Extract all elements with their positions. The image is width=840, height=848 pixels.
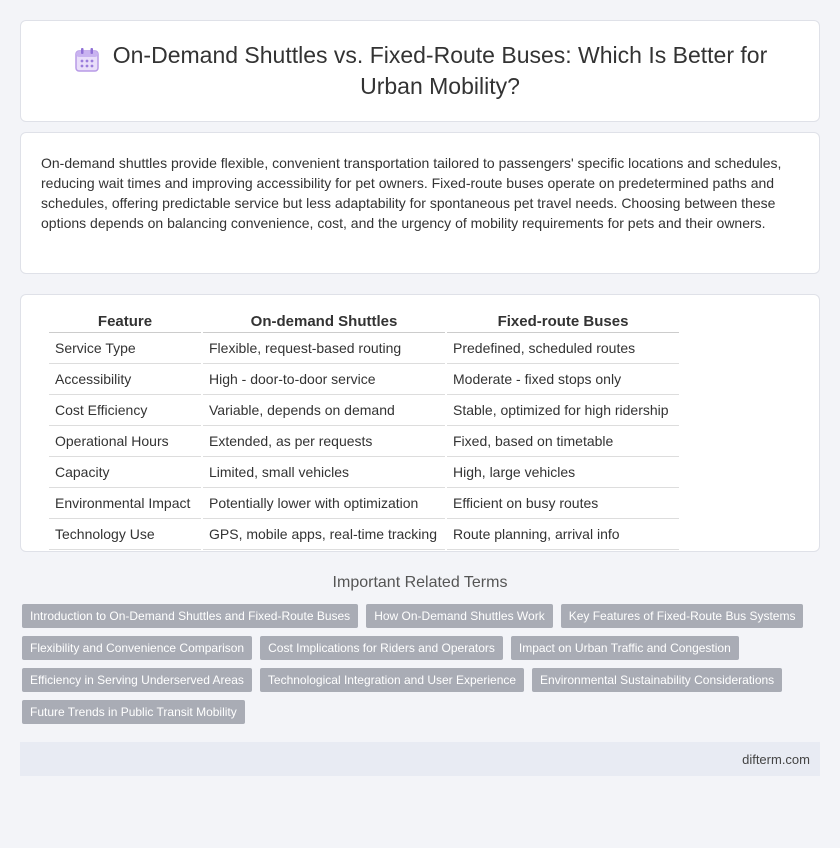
comparison-table [47, 311, 681, 550]
table-cell: Variable, depends on demand [203, 395, 445, 426]
table-cell: Predefined, scheduled routes [447, 333, 679, 364]
related-term-tag[interactable]: Cost Implications for Riders and Operators [260, 636, 503, 660]
table-cell: Stable, optimized for high ridership [447, 395, 679, 426]
page-title-line1: On-Demand Shuttles vs. Fixed-Route Buses: Which Is Better for [112, 42, 768, 68]
related-term-tag[interactable]: Efficiency in Serving Underserved Areas [22, 668, 252, 692]
table-cell: Environmental Impact [49, 488, 201, 519]
table-row [49, 457, 679, 488]
footer-site[interactable]: difterm.com [742, 751, 810, 767]
related-term-tag[interactable]: Flexibility and Convenience Comparison [22, 636, 252, 660]
table-row [49, 395, 679, 426]
comparison-table-card [20, 294, 820, 552]
table-cell: Extended, as per requests [203, 426, 445, 457]
column-header-feature: Feature [49, 311, 201, 333]
table-cell: Flexible, request-based routing [203, 333, 445, 364]
header-card [20, 20, 820, 122]
related-term-tag[interactable]: Future Trends in Public Transit Mobility [22, 700, 245, 724]
table-cell: Fixed, based on timetable [447, 426, 679, 457]
table-cell: Technology Use [49, 519, 201, 550]
related-term-tag[interactable]: How On-Demand Shuttles Work [366, 604, 553, 628]
intro-text: On-demand shuttles provide flexible, convenient transportation tailored to passengers' specific locations and schedules, reducing wait times and improving accessibility for pet owners. Fixed-route buses operate on predetermined paths and schedules, offering predictable service but less adaptability for spontaneous pet travel needs. Choosing between these options depends on balancing convenience, cost, and the urgency of mobility requirements for pets and their owners. [41, 155, 782, 231]
related-terms-tags [22, 604, 818, 724]
column-header-buses: Fixed-route Buses [447, 311, 679, 333]
table-header-row [49, 311, 679, 333]
column-header-shuttles: On-demand Shuttles [203, 311, 445, 333]
table-row [49, 426, 679, 457]
page-title [113, 40, 767, 102]
related-term-tag[interactable]: Environmental Sustainability Considerations [532, 668, 782, 692]
table-cell: Efficient on busy routes [447, 488, 679, 519]
table-cell: Route planning, arrival info [447, 519, 679, 550]
title-wrap [73, 40, 767, 102]
related-term-tag[interactable]: Impact on Urban Traffic and Congestion [511, 636, 739, 660]
table-cell: Service Type [49, 333, 201, 364]
table-cell: Accessibility [49, 364, 201, 395]
calendar-icon [73, 46, 101, 74]
table-cell: Moderate - fixed stops only [447, 364, 679, 395]
related-terms-title: Important Related Terms [332, 574, 508, 591]
table-row [49, 519, 679, 550]
table-cell: Capacity [49, 457, 201, 488]
page-title-line2: Urban Mobility? [360, 73, 520, 99]
footer [20, 742, 820, 776]
table-cell: Operational Hours [49, 426, 201, 457]
table-cell: GPS, mobile apps, real-time tracking [203, 519, 445, 550]
related-term-tag[interactable]: Introduction to On-Demand Shuttles and Fixed-Route Buses [22, 604, 358, 628]
related-term-tag[interactable]: Technological Integration and User Experience [260, 668, 524, 692]
table-row [49, 333, 679, 364]
table-cell: Potentially lower with optimization [203, 488, 445, 519]
table-cell: High - door-to-door service [203, 364, 445, 395]
table-row [49, 488, 679, 519]
table-cell: Cost Efficiency [49, 395, 201, 426]
table-row [49, 364, 679, 395]
intro-card [20, 132, 820, 274]
related-term-tag[interactable]: Key Features of Fixed-Route Bus Systems [561, 604, 804, 628]
table-cell: High, large vehicles [447, 457, 679, 488]
table-cell: Limited, small vehicles [203, 457, 445, 488]
